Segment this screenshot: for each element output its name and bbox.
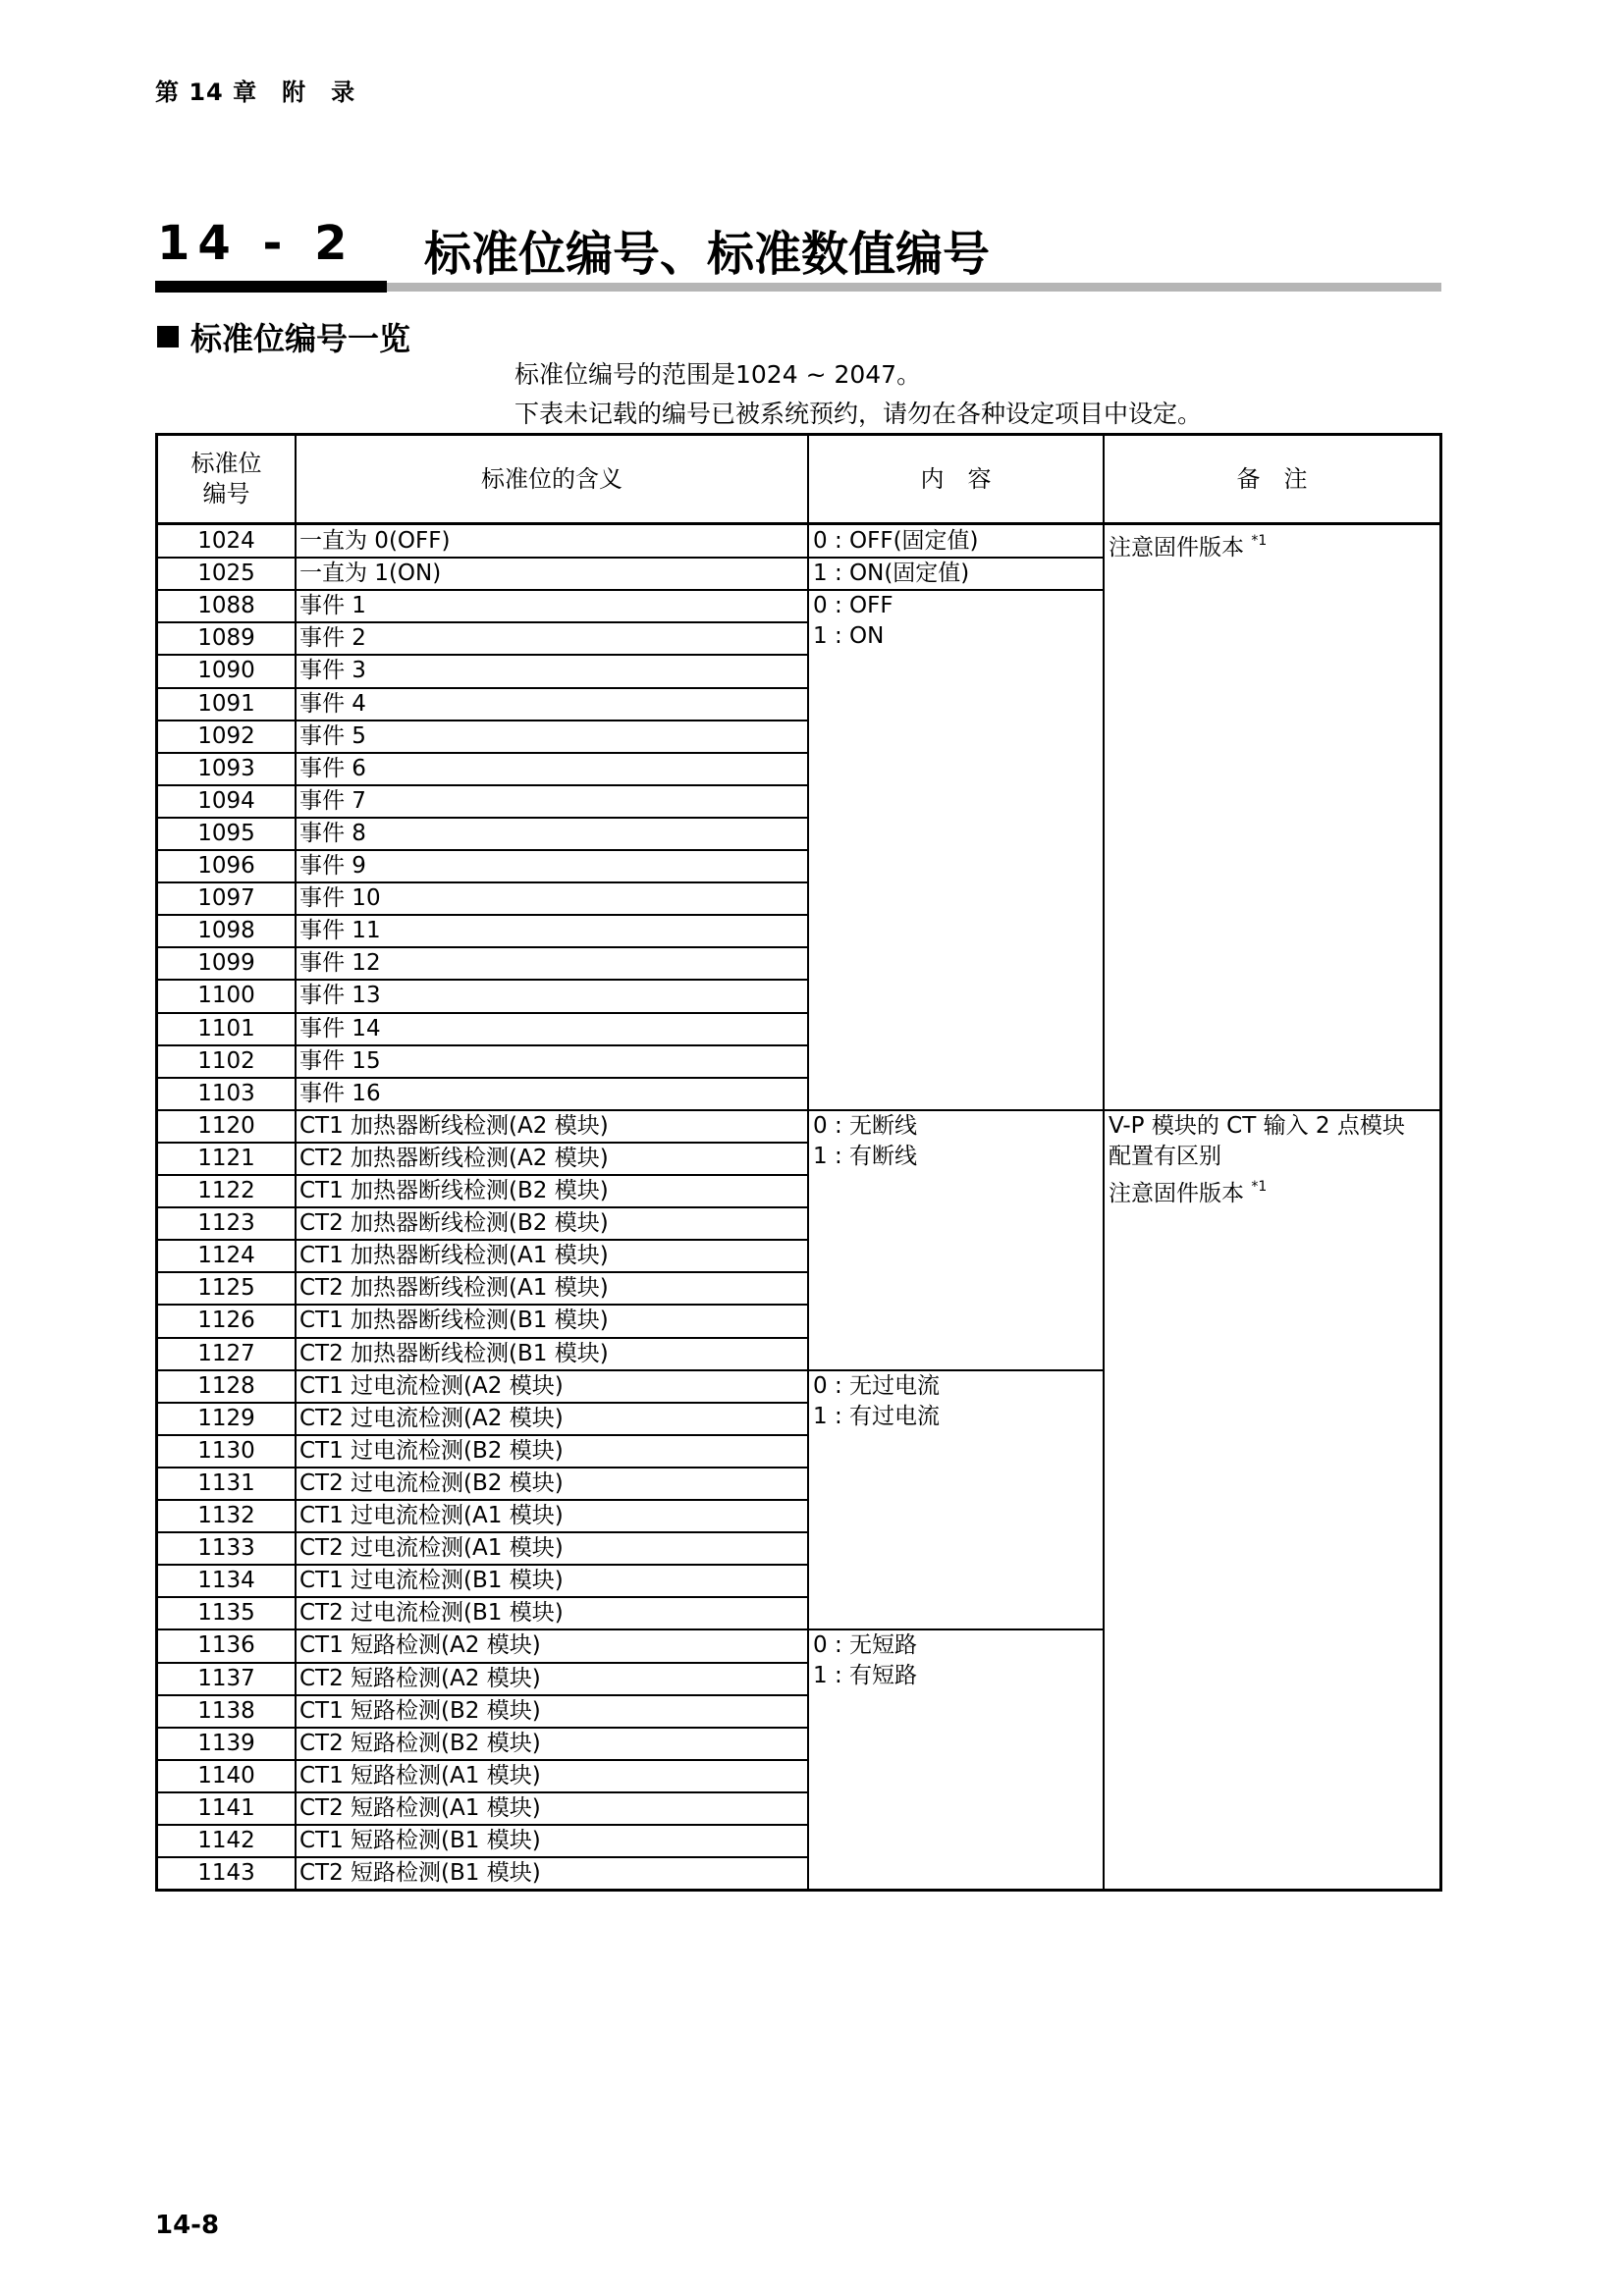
bit-number: 1103: [197, 1081, 255, 1106]
row-divider: [158, 1239, 807, 1241]
table-row: [158, 1532, 807, 1565]
bit-meaning: CT1 短路检测(A1 模块): [299, 1763, 541, 1789]
bit-meaning: CT1 短路检测(B2 模块): [299, 1698, 541, 1724]
bit-number: 1137: [197, 1666, 255, 1691]
bit-meaning: CT2 短路检测(B1 模块): [299, 1860, 541, 1886]
remark-text: 配置有区别: [1109, 1144, 1221, 1169]
bit-number: 1089: [197, 625, 255, 651]
bit-meaning: 事件 8: [299, 821, 366, 846]
row-divider: [158, 557, 807, 559]
table-row: [158, 850, 807, 882]
bit-number: 1121: [197, 1146, 255, 1171]
table-row: [158, 688, 807, 721]
bit-meaning: CT2 加热器断线检测(A2 模块): [299, 1146, 609, 1171]
row-divider: [158, 1727, 807, 1729]
section-title: 标准位编号、标准数值编号: [424, 227, 991, 282]
page-number: 14-8: [155, 2211, 220, 2240]
table-row: [158, 1370, 807, 1403]
bit-meaning: CT2 短路检测(A1 模块): [299, 1795, 541, 1821]
content-value: 1 : 有断线: [813, 1144, 918, 1169]
bit-meaning: 一直为 1(ON): [299, 561, 442, 586]
bit-meaning: 事件 4: [299, 691, 366, 717]
header-number-label: 标准位 编号: [190, 450, 262, 507]
bit-meaning: CT1 短路检测(B1 模块): [299, 1828, 541, 1853]
bit-number: 1138: [197, 1698, 255, 1724]
table-row: [158, 655, 807, 687]
bit-number: 1099: [197, 950, 255, 976]
table-row: [158, 1045, 807, 1078]
reserved-note: 下表未记载的编号已被系统预约，请勿在各种设定项目中设定。: [514, 400, 1203, 428]
table-row: [158, 525, 807, 558]
bit-number: 1143: [197, 1860, 255, 1886]
row-divider: [158, 946, 807, 948]
bit-number: 1098: [197, 918, 255, 943]
bit-number: 1132: [197, 1503, 255, 1528]
row-divider: [158, 621, 807, 623]
bit-meaning: 事件 10: [299, 885, 381, 911]
table-row: [158, 558, 807, 590]
row-divider: [158, 1402, 807, 1404]
bit-number: 1120: [197, 1113, 255, 1139]
table-row: [158, 915, 807, 947]
column-divider: [1103, 436, 1105, 1889]
table-row: [158, 1597, 807, 1629]
bit-number: 1096: [197, 853, 255, 879]
column-divider: [807, 436, 809, 1889]
bit-number: 1090: [197, 658, 255, 683]
table-row: [158, 1825, 807, 1857]
bit-number: 1128: [197, 1373, 255, 1399]
section-number: 14 - 2: [157, 216, 355, 271]
table-row: [158, 1078, 807, 1110]
bit-meaning: 事件 9: [299, 853, 366, 879]
row-divider: [158, 1467, 807, 1468]
bit-number: 1095: [197, 821, 255, 846]
row-divider: [158, 979, 807, 981]
content-value: 0 : OFF: [813, 593, 893, 618]
chapter-label: 第 14 章 附 录: [155, 79, 356, 106]
table-row: [158, 1500, 807, 1532]
content-value: 0 : OFF(固定值): [813, 528, 979, 554]
header-cell-meaning: [297, 436, 807, 522]
content-value: 0 : 无短路: [813, 1632, 918, 1658]
header-cell-remark: [1105, 436, 1439, 522]
table-row: [158, 1728, 807, 1760]
bit-number: 1102: [197, 1048, 255, 1074]
bit-number: 1139: [197, 1731, 255, 1756]
square-bullet-icon: [157, 326, 179, 347]
bit-meaning: CT1 过电流检测(B1 模块): [299, 1568, 564, 1593]
bit-meaning: CT2 短路检测(A2 模块): [299, 1666, 541, 1691]
bit-meaning: 事件 3: [299, 658, 366, 683]
bit-meaning: CT2 过电流检测(A2 模块): [299, 1406, 564, 1431]
content-value: 1 : ON: [813, 623, 885, 649]
bit-number: 1101: [197, 1016, 255, 1041]
table-row: [158, 980, 807, 1012]
table-row: [158, 1857, 807, 1890]
bit-number: 1131: [197, 1470, 255, 1496]
row-divider: [158, 1077, 807, 1079]
bit-number: 1126: [197, 1308, 255, 1333]
bit-number: 1024: [197, 528, 255, 554]
row-divider: [158, 1369, 807, 1371]
range-note: 标准位编号的范围是1024 ~ 2047。: [514, 360, 922, 389]
table-row: [158, 1403, 807, 1435]
row-divider: [158, 1629, 807, 1630]
table-row: [158, 1272, 807, 1305]
table-row: [158, 1013, 807, 1045]
bit-meaning: 事件 13: [299, 983, 381, 1008]
content-value: 1 : 有短路: [813, 1663, 918, 1688]
table-row: [158, 753, 807, 785]
bit-meaning: CT2 加热器断线检测(B1 模块): [299, 1341, 609, 1366]
bit-number: 1123: [197, 1210, 255, 1236]
table-row: [158, 785, 807, 818]
bit-number: 1100: [197, 983, 255, 1008]
footnote-mark: *1: [1251, 1179, 1268, 1195]
bit-meaning: CT1 过电流检测(A2 模块): [299, 1373, 564, 1399]
table-row: [158, 1629, 807, 1662]
bit-meaning: CT1 过电流检测(B2 模块): [299, 1438, 564, 1464]
table-row: [158, 1240, 807, 1272]
bit-meaning: 事件 16: [299, 1081, 381, 1106]
row-divider: [158, 1142, 807, 1144]
row-divider: [158, 1531, 807, 1533]
row-divider: [158, 1012, 807, 1014]
row-divider: [158, 1596, 807, 1598]
bit-number: 1025: [197, 561, 255, 586]
subsection-title: 标准位编号一览: [190, 320, 411, 357]
row-divider: [158, 784, 807, 786]
bit-meaning: CT2 加热器断线检测(B2 模块): [299, 1210, 609, 1236]
row-divider: [158, 881, 807, 883]
bit-number: 1134: [197, 1568, 255, 1593]
bit-meaning: 事件 14: [299, 1016, 381, 1041]
standard-bit-table: [155, 433, 1442, 1892]
bit-meaning: 事件 15: [299, 1048, 381, 1074]
row-divider: [158, 1304, 807, 1306]
bit-meaning: CT1 过电流检测(A1 模块): [299, 1503, 564, 1528]
bit-number: 1130: [197, 1438, 255, 1464]
row-divider: [158, 1856, 807, 1858]
row-divider: [158, 752, 807, 754]
table-row: [158, 1175, 807, 1207]
bit-meaning: CT1 短路检测(A2 模块): [299, 1632, 541, 1658]
bit-meaning: 一直为 0(OFF): [299, 528, 451, 554]
table-row: [158, 1760, 807, 1792]
bit-meaning: CT1 加热器断线检测(A1 模块): [299, 1243, 609, 1268]
bit-number: 1127: [197, 1341, 255, 1366]
bit-meaning: 事件 2: [299, 625, 366, 651]
header-cell-content: [809, 436, 1103, 522]
row-divider: [158, 1044, 807, 1046]
table-row: [158, 622, 807, 655]
table-row: [158, 947, 807, 980]
table-row: [158, 1468, 807, 1500]
row-divider: [158, 1662, 807, 1664]
content-value: 0 : 无过电流: [813, 1373, 941, 1399]
row-divider: [158, 1109, 807, 1111]
table-row: [158, 590, 807, 622]
bit-number: 1141: [197, 1795, 255, 1821]
row-divider: [158, 1824, 807, 1826]
table-row: [158, 1792, 807, 1825]
row-divider: [158, 687, 807, 689]
bit-number: 1088: [197, 593, 255, 618]
row-divider: [158, 1759, 807, 1761]
bit-number: 1133: [197, 1535, 255, 1561]
table-row: [158, 818, 807, 850]
table-row: [158, 1565, 807, 1597]
table-row: [158, 1305, 807, 1337]
footnote-mark: *1: [1251, 533, 1268, 549]
remark-text: 注意固件版本 $^{*1}$: [1109, 1179, 1268, 1206]
bit-meaning: CT1 加热器断线检测(B1 模块): [299, 1308, 609, 1333]
bit-number: 1129: [197, 1406, 255, 1431]
bit-meaning: 事件 7: [299, 788, 366, 814]
bit-meaning: 事件 5: [299, 723, 366, 749]
subsection-heading: [157, 314, 410, 359]
row-divider: [158, 817, 807, 819]
header-remark-label: 备 注: [1236, 464, 1308, 493]
row-divider: [158, 1271, 807, 1273]
content-value: 1 : ON(固定值): [813, 561, 970, 586]
bit-meaning: CT2 短路检测(B2 模块): [299, 1731, 541, 1756]
bit-number: 1097: [197, 885, 255, 911]
table-row: [158, 1207, 807, 1240]
row-divider: [158, 1499, 807, 1501]
row-divider: [158, 1174, 807, 1176]
row-divider: [158, 1434, 807, 1436]
bit-number: 1136: [197, 1632, 255, 1658]
row-divider: [158, 1694, 807, 1696]
bit-number: 1122: [197, 1178, 255, 1203]
table-row: [158, 1143, 807, 1175]
table-row: [158, 882, 807, 915]
title-underline-dark: [155, 281, 387, 293]
bit-number: 1140: [197, 1763, 255, 1789]
bit-meaning: CT2 过电流检测(B2 模块): [299, 1470, 564, 1496]
bit-number: 1135: [197, 1600, 255, 1626]
table-row: [158, 1435, 807, 1468]
table-row: [158, 1695, 807, 1728]
bit-number: 1091: [197, 691, 255, 717]
row-divider: [158, 1791, 807, 1793]
title-underline-gray: [387, 283, 1441, 292]
bit-meaning: 事件 11: [299, 918, 381, 943]
bit-meaning: CT1 加热器断线检测(A2 模块): [299, 1113, 609, 1139]
row-divider: [158, 849, 807, 851]
bit-meaning: 事件 1: [299, 593, 366, 618]
content-value: 0 : 无断线: [813, 1113, 918, 1139]
bit-meaning: 事件 12: [299, 950, 381, 976]
row-divider: [158, 1206, 807, 1208]
bit-number: 1093: [197, 756, 255, 781]
row-divider: [158, 1337, 807, 1339]
row-divider: [158, 720, 807, 721]
bit-meaning: CT2 过电流检测(A1 模块): [299, 1535, 564, 1561]
bit-number: 1092: [197, 723, 255, 749]
table-row: [158, 1663, 807, 1695]
remark-text: 注意固件版本 $^{*1}$: [1109, 533, 1268, 561]
table-row: [158, 721, 807, 753]
content-value: 1 : 有过电流: [813, 1404, 941, 1429]
row-divider: [158, 654, 807, 656]
remark-text: V-P 模块的 CT 输入 2 点模块: [1109, 1113, 1405, 1139]
table-row: [158, 1110, 807, 1143]
bit-meaning: CT2 加热器断线检测(A1 模块): [299, 1275, 609, 1301]
row-divider: [158, 589, 807, 591]
bit-meaning: 事件 6: [299, 756, 366, 781]
table-row: [158, 1338, 807, 1370]
bit-meaning: CT1 加热器断线检测(B2 模块): [299, 1178, 609, 1203]
row-divider: [158, 1564, 807, 1566]
bit-number: 1094: [197, 788, 255, 814]
header-content-label: 内 容: [920, 464, 992, 493]
row-divider: [158, 914, 807, 916]
bit-number: 1142: [197, 1828, 255, 1853]
bit-meaning: CT2 过电流检测(B1 模块): [299, 1600, 564, 1626]
bit-number: 1125: [197, 1275, 255, 1301]
header-cell-number: [158, 436, 295, 522]
header-meaning-label: 标准位的含义: [481, 464, 623, 493]
bit-number: 1124: [197, 1243, 255, 1268]
